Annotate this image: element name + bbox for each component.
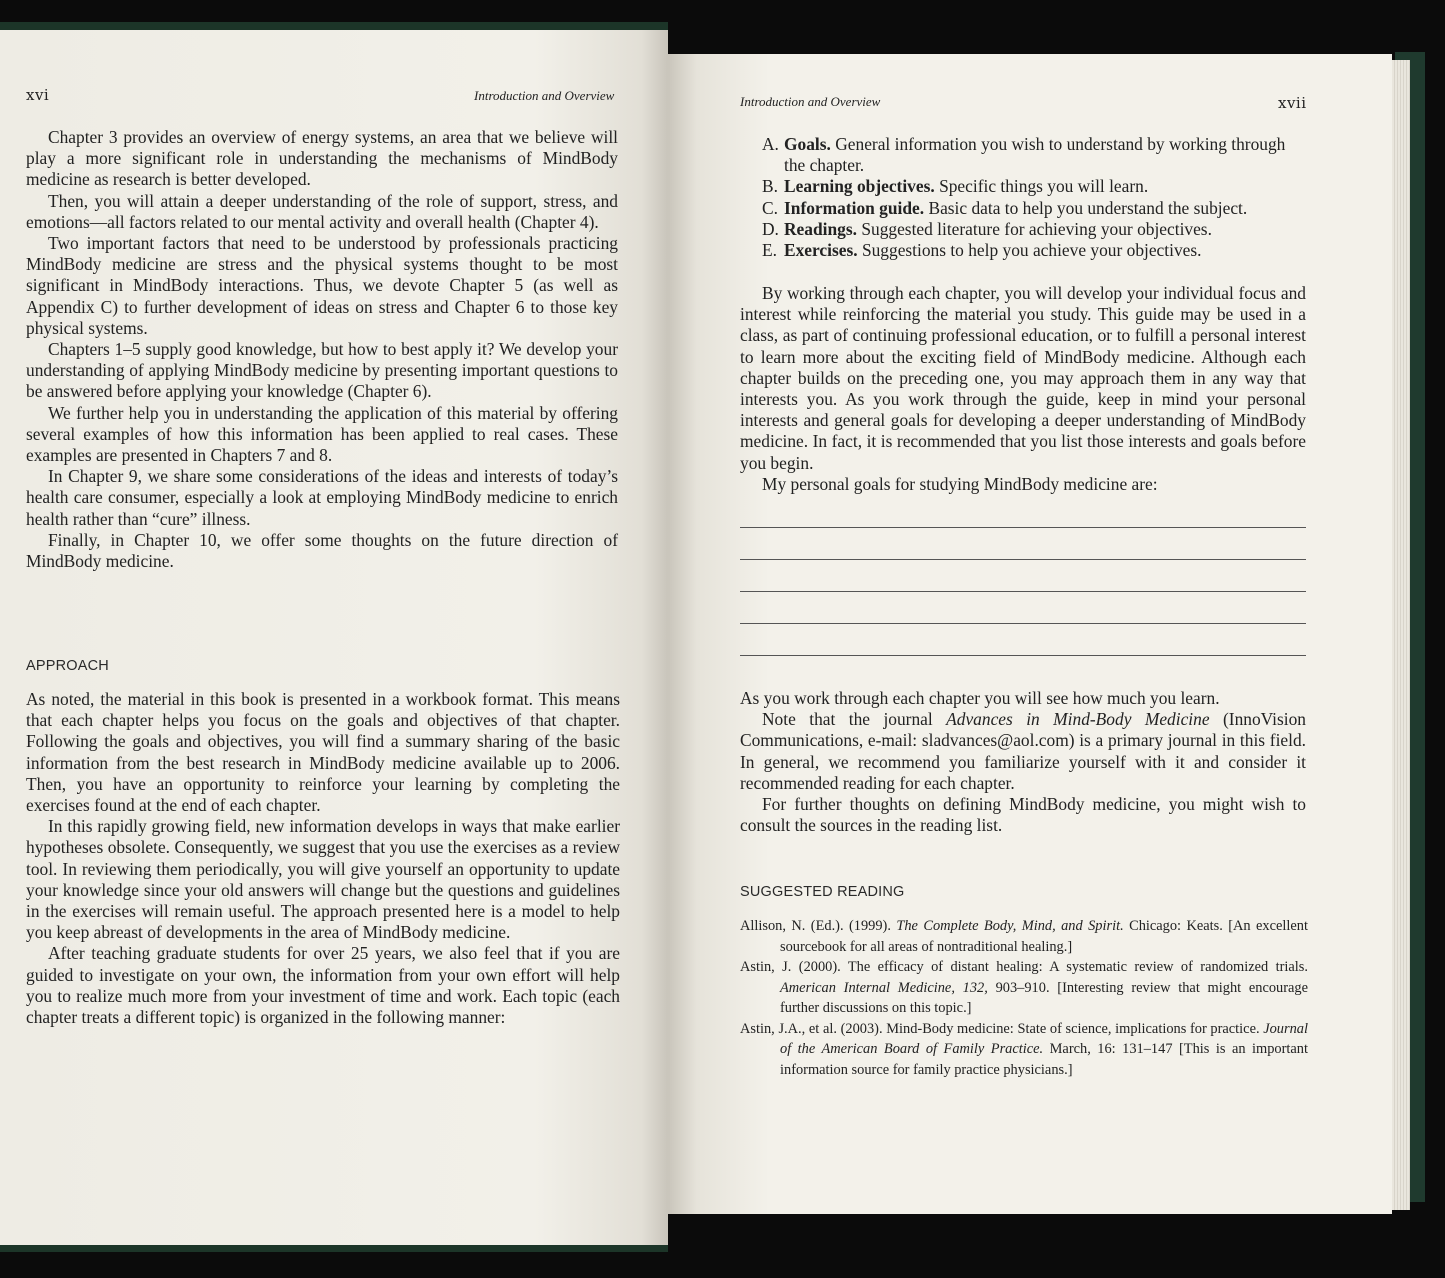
page-edge xyxy=(1392,60,1410,1210)
chapter-structure-list xyxy=(740,134,1306,261)
running-head-left: Introduction and Overview xyxy=(474,88,615,103)
reference-list xyxy=(740,916,1308,1080)
suggested-reading-heading: SUGGESTED READING xyxy=(740,884,905,900)
paragraph: Chapter 3 provides an overview of energy systems, an area that we believe will play a more significant role in understanding the mechanisms of MindBody medicine as research is better developed. xyxy=(26,127,618,190)
paragraph: Finally, in Chapter 10, we offer some thoughts on the future direction of MindBody medicine. xyxy=(26,529,618,572)
goals-write-line[interactable] xyxy=(740,655,1306,656)
list-item: E. Exercises. Suggestions to help you achieve your objectives. xyxy=(762,240,1202,261)
goals-write-line[interactable] xyxy=(740,591,1306,592)
reference-entry: Astin, J.A., et al. (2003). Mind-Body medicine: State of science, implications for practice. Journal of the American Board of Family Practice. March, 16: 131–147 [This is an important information source for family practice physicians.] xyxy=(740,1020,1308,1078)
paragraph: We further help you in understanding the application of this material by offering several examples of how this information has been applied to real cases. These examples are presented in Chapters 7 and 8. xyxy=(26,402,618,466)
left-intro-text xyxy=(26,127,618,572)
approach-heading: APPROACH xyxy=(26,658,109,674)
page-number-right: xvii xyxy=(1278,94,1307,112)
goals-write-line[interactable] xyxy=(740,559,1306,560)
goals-write-line[interactable] xyxy=(740,527,1306,528)
list-item: C. Information guide. Basic data to help you understand the subject. xyxy=(762,197,1248,218)
paragraph: Chapters 1–5 supply good knowledge, but how to best apply it? We develop your understanding of applying MindBody medicine by presenting important questions to be answered before applying your knowledge (Chapter 6). xyxy=(26,339,618,402)
paragraph: In this rapidly growing field, new information develops in ways that make earlier hypotheses obsolete. Consequently, we suggest that you use the exercises as a review tool. In reviewing them periodically, you will give yourself an opportunity to update your knowledge since your old answers will change but the questions and guidelines in the exercises will remain useful. The approach presented here is a model to help you keep abreast of developments in the area of MindBody medicine. xyxy=(26,816,620,943)
paragraph: In Chapter 9, we share some considerations of the ideas and interests of today’s health care consumer, especially a look at employing MindBody medicine to enrich health rather than “cure” illness. xyxy=(26,466,618,529)
list-item: D. Readings. Suggested literature for achieving your objectives. xyxy=(762,218,1212,239)
list-item: A. Goals. General information you wish to understand by working through the chapter. xyxy=(762,134,1286,176)
paragraph: Two important factors that need to be understood by professionals practicing MindBody medicine are stress and the physical systems thought to be most significant in MindBody interactions. Thus, we devote Chapter 5 (as well as Appendix C) to further development of ideas on stress and Chapter 6 to those key physical systems. xyxy=(26,233,618,338)
left-page xyxy=(0,30,668,1245)
right-closing-text xyxy=(740,688,1306,836)
page-number-left: xvi xyxy=(26,86,50,104)
paragraph: Note that the journal Advances in Mind-Body Medicine (InnoVision Communications, e-mail: sladvances@aol.com) is a primary journal in this field. In general, we recommend you familiarize yourself with it and consider it recommended reading for each chapter. xyxy=(740,709,1306,793)
paragraph: After teaching graduate students for over 25 years, we also feel that if you are guided to investigate on your own, the information from your own effort will help you to realize much more from your investment of time and work. Each topic (each chapter treats a different topic) is organized in the following manner: xyxy=(26,943,620,1028)
paragraph: As noted, the material in this book is presented in a workbook format. This means that each chapter helps you focus on the goals and objectives of that chapter. Following the goals and objectives, you will find a summary sharing of the basic information from the best research in MindBody medicine available up to 2006. Then, you have an opportunity to reinforce your learning by completing the exercises found at the end of each chapter. xyxy=(26,689,620,816)
reference-entry: Allison, N. (Ed.). (1999). The Complete Body, Mind, and Spirit. Chicago: Keats. [An excellent sourcebook for all areas of nontraditional healing.] xyxy=(740,918,1308,955)
paragraph: For further thoughts on defining MindBody medicine, you might wish to consult the sources in the reading list. xyxy=(740,794,1306,836)
approach-text xyxy=(26,689,620,1028)
paragraph: As you work through each chapter you will see how much you learn. xyxy=(740,688,1220,708)
paragraph: By working through each chapter, you will develop your individual focus and interest while reinforcing the material you study. This guide may be used in a class, as part of continuing professional education, or to fulfill a personal interest to learn more about the exciting field of MindBody medicine. Although each chapter builds on the preceding one, you may approach them in any way that interests you. As you work through the guide, keep in mind your personal interests and general goals for developing a deeper understanding of MindBody medicine. In fact, it is recommended that you list those interests and goals before you begin. xyxy=(740,283,1306,473)
list-item: B. Learning objectives. Specific things you will learn. xyxy=(762,176,1149,197)
goals-prompt: My personal goals for studying MindBody medicine are: xyxy=(762,473,1158,494)
paragraph: Then, you will attain a deeper understanding of the role of support, stress, and emotions—all factors related to our mental activity and overall health (Chapter 4). xyxy=(26,190,618,232)
goals-write-line[interactable] xyxy=(740,623,1306,624)
right-working-text xyxy=(740,283,1306,495)
running-head-right: Introduction and Overview xyxy=(740,94,881,109)
reference-entry: Astin, J. (2000). The efficacy of distant healing: A systematic review of randomized trials. American Internal Medicine, 132, 903–910. [Interesting review that might encourage further discussions on this topic.] xyxy=(740,959,1308,1016)
